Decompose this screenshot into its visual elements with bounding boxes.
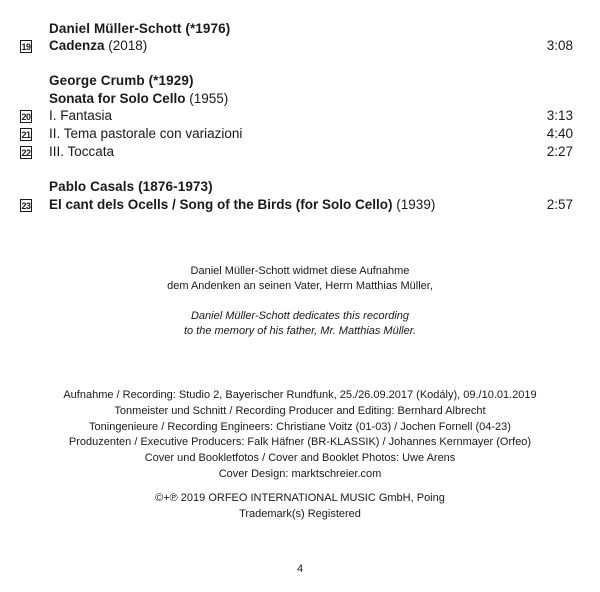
credit-line: Cover Design: marktschreier.com (218, 467, 382, 480)
track-number: 19 (21, 42, 31, 52)
track-duration: 2:57 (546, 197, 573, 212)
track-title-bold: El cant dels Ocells / Song of the Birds (for Solo Cello) (49, 197, 393, 212)
dedication-line: Daniel Müller-Schott dedicates this recording (190, 310, 410, 322)
track-title (49, 38, 147, 53)
work-title (49, 91, 228, 106)
dedication-line: to the memory of his father, Mr. Matthias Müller. (183, 325, 417, 337)
composer-heading: Daniel Müller-Schott (*1976) (49, 21, 231, 36)
dedication-line: dem Andenken an seinen Vater, Herrn Matthias Müller, (167, 280, 433, 292)
composer-heading: Pablo Casals (1876-1973) (49, 179, 213, 194)
track-row (0, 197, 600, 215)
track-number: 22 (21, 148, 31, 158)
track-title-year: (1939) (392, 197, 436, 212)
credit-line: Aufnahme / Recording: Studio 2, Bayerischer Rundfunk, 25./26.09.2017 (Kodály), 09./10.01.2019 (63, 389, 537, 401)
dedication-english (0, 309, 600, 339)
credit-line: Produzenten / Executive Producers: Falk Häfner (BR-KLASSIK) / Johannes Kernmayer (Orfeo) (68, 436, 532, 449)
copyright-line: ©+℗ 2019 ORFEO INTERNATIONAL MUSIC GmbH, Poing (155, 492, 445, 504)
composer-heading: George Crumb (*1929) (49, 73, 194, 88)
track-title-year: (2018) (104, 38, 148, 53)
work-title-year: (1955) (185, 91, 229, 106)
track-title: I. Fantasia (49, 108, 113, 123)
track-row (0, 108, 600, 126)
track-duration: 3:08 (546, 38, 573, 53)
work-title-row (0, 91, 600, 109)
credit-line: Cover und Bookletfotos / Cover and Booklet Photos: Uwe Arens (144, 452, 456, 465)
credit-line: Tonmeister und Schnitt / Recording Producer and Editing: Bernhard Albrecht (114, 404, 486, 417)
credit-line: Toningenieure / Recording Engineers: Christiane Voitz (01-03) / Jochen Fornell (04-23) (89, 420, 511, 433)
track-duration: 4:40 (546, 126, 573, 141)
track-row (0, 144, 600, 162)
work-title-bold: Sonata for Solo Cello (49, 91, 186, 106)
track-title: II. Tema pastorale con variazioni (49, 126, 243, 141)
track-row (0, 126, 600, 144)
track-duration: 3:13 (546, 108, 573, 123)
track-number: 20 (21, 112, 31, 122)
trademark-line: Trademark(s) Registered (239, 508, 361, 520)
page-number: 4 (296, 563, 304, 575)
track-title (49, 197, 435, 212)
dedication-german (0, 264, 600, 294)
track-number: 21 (21, 130, 31, 140)
track-title-bold: Cadenza (49, 38, 105, 53)
track-title: III. Toccata (49, 144, 115, 159)
track-number: 23 (21, 201, 31, 211)
track-row (0, 38, 600, 56)
track-duration: 2:27 (546, 144, 573, 159)
copyright-block (0, 490, 600, 522)
dedication-line: Daniel Müller-Schott widmet diese Aufnahme (190, 265, 410, 277)
credits-block (0, 388, 600, 483)
